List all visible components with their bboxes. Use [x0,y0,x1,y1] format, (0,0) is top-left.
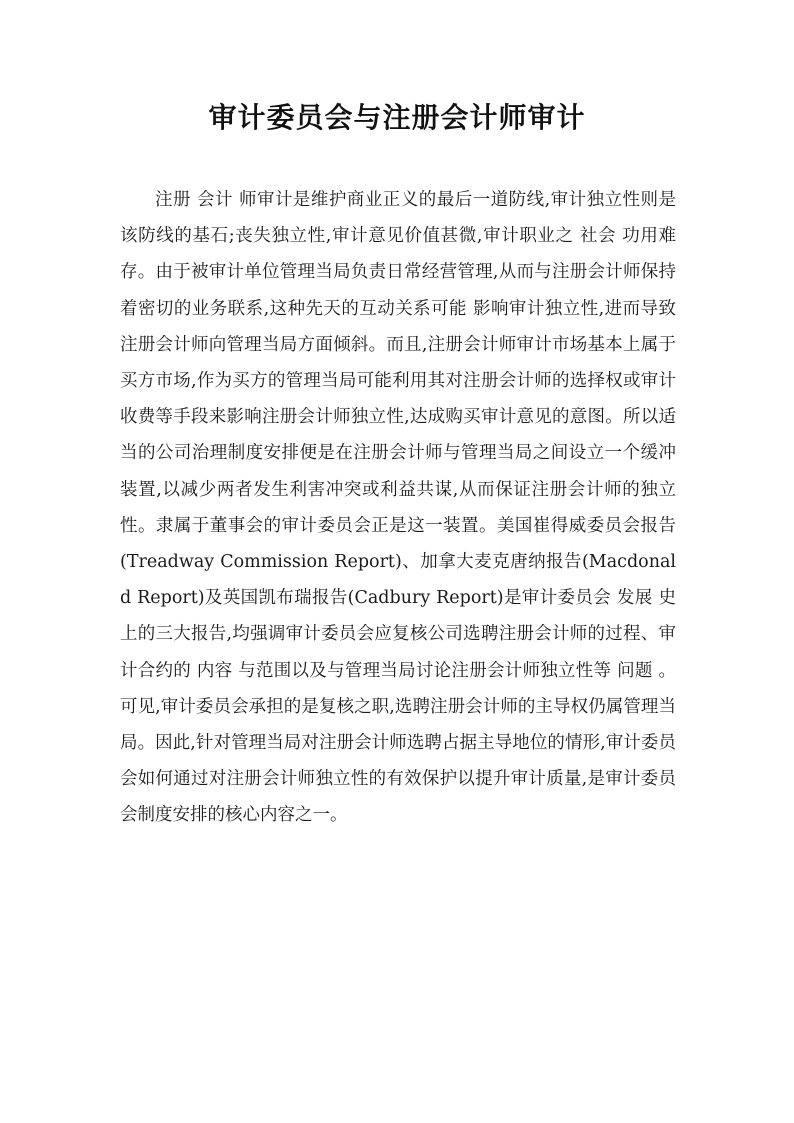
document-title: 审计委员会与注册会计师审计 [208,101,586,134]
body-paragraph: 注册 会计 师审计是维护商业正义的最后一道防线,审计独立性则是该防线的基石;丧失独立性,审计意见价值甚微,审计职业之 社会 功用难存。由于被审计单位管理当局负责日常经营管理,从而与注册会计师保持着密切的业务联系,这种先天的互动关系可能 影响审计独立性,进而导致注册会计师向管理当局方面倾斜。而且,注册会计师审计市场基本上属于买方市场,作为买方的管理当局可能利用其对注册会计师的选择权或审计收费等手段来影响注册会计师独立性,达成购买审计意见的意图。所以适当的公司治理制度安排便是在注册会计师与管理当局之间设立一个缓冲装置,以减少两者发生利害冲突或利益共谋,从而保证注册会计师的独立性。隶属于董事会的审计委员会正是这一装置。美国崔得威委员会报告(Treadway Commission Report)、加拿大麦克唐纳报告(Macdonald Report)及英国凯布瑞报告(Cadbury Report)是审计委员会 发展 史上的三大报告,均强调审计委员会应复核公司选聘注册会计师的过程、审计合约的 内容 与范围以及与管理当局讨论注册会计师独立性等 问题 。可见,审计委员会承担的是复核之职,选聘注册会计师的主导权仍属管理当局。因此,针对管理当局对注册会计师选聘占据主导地位的情形,审计委员会如何通过对注册会计师独立性的有效保护以提升审计质量,是审计委员会制度安排的核心内容之一。 [120,190,676,826]
